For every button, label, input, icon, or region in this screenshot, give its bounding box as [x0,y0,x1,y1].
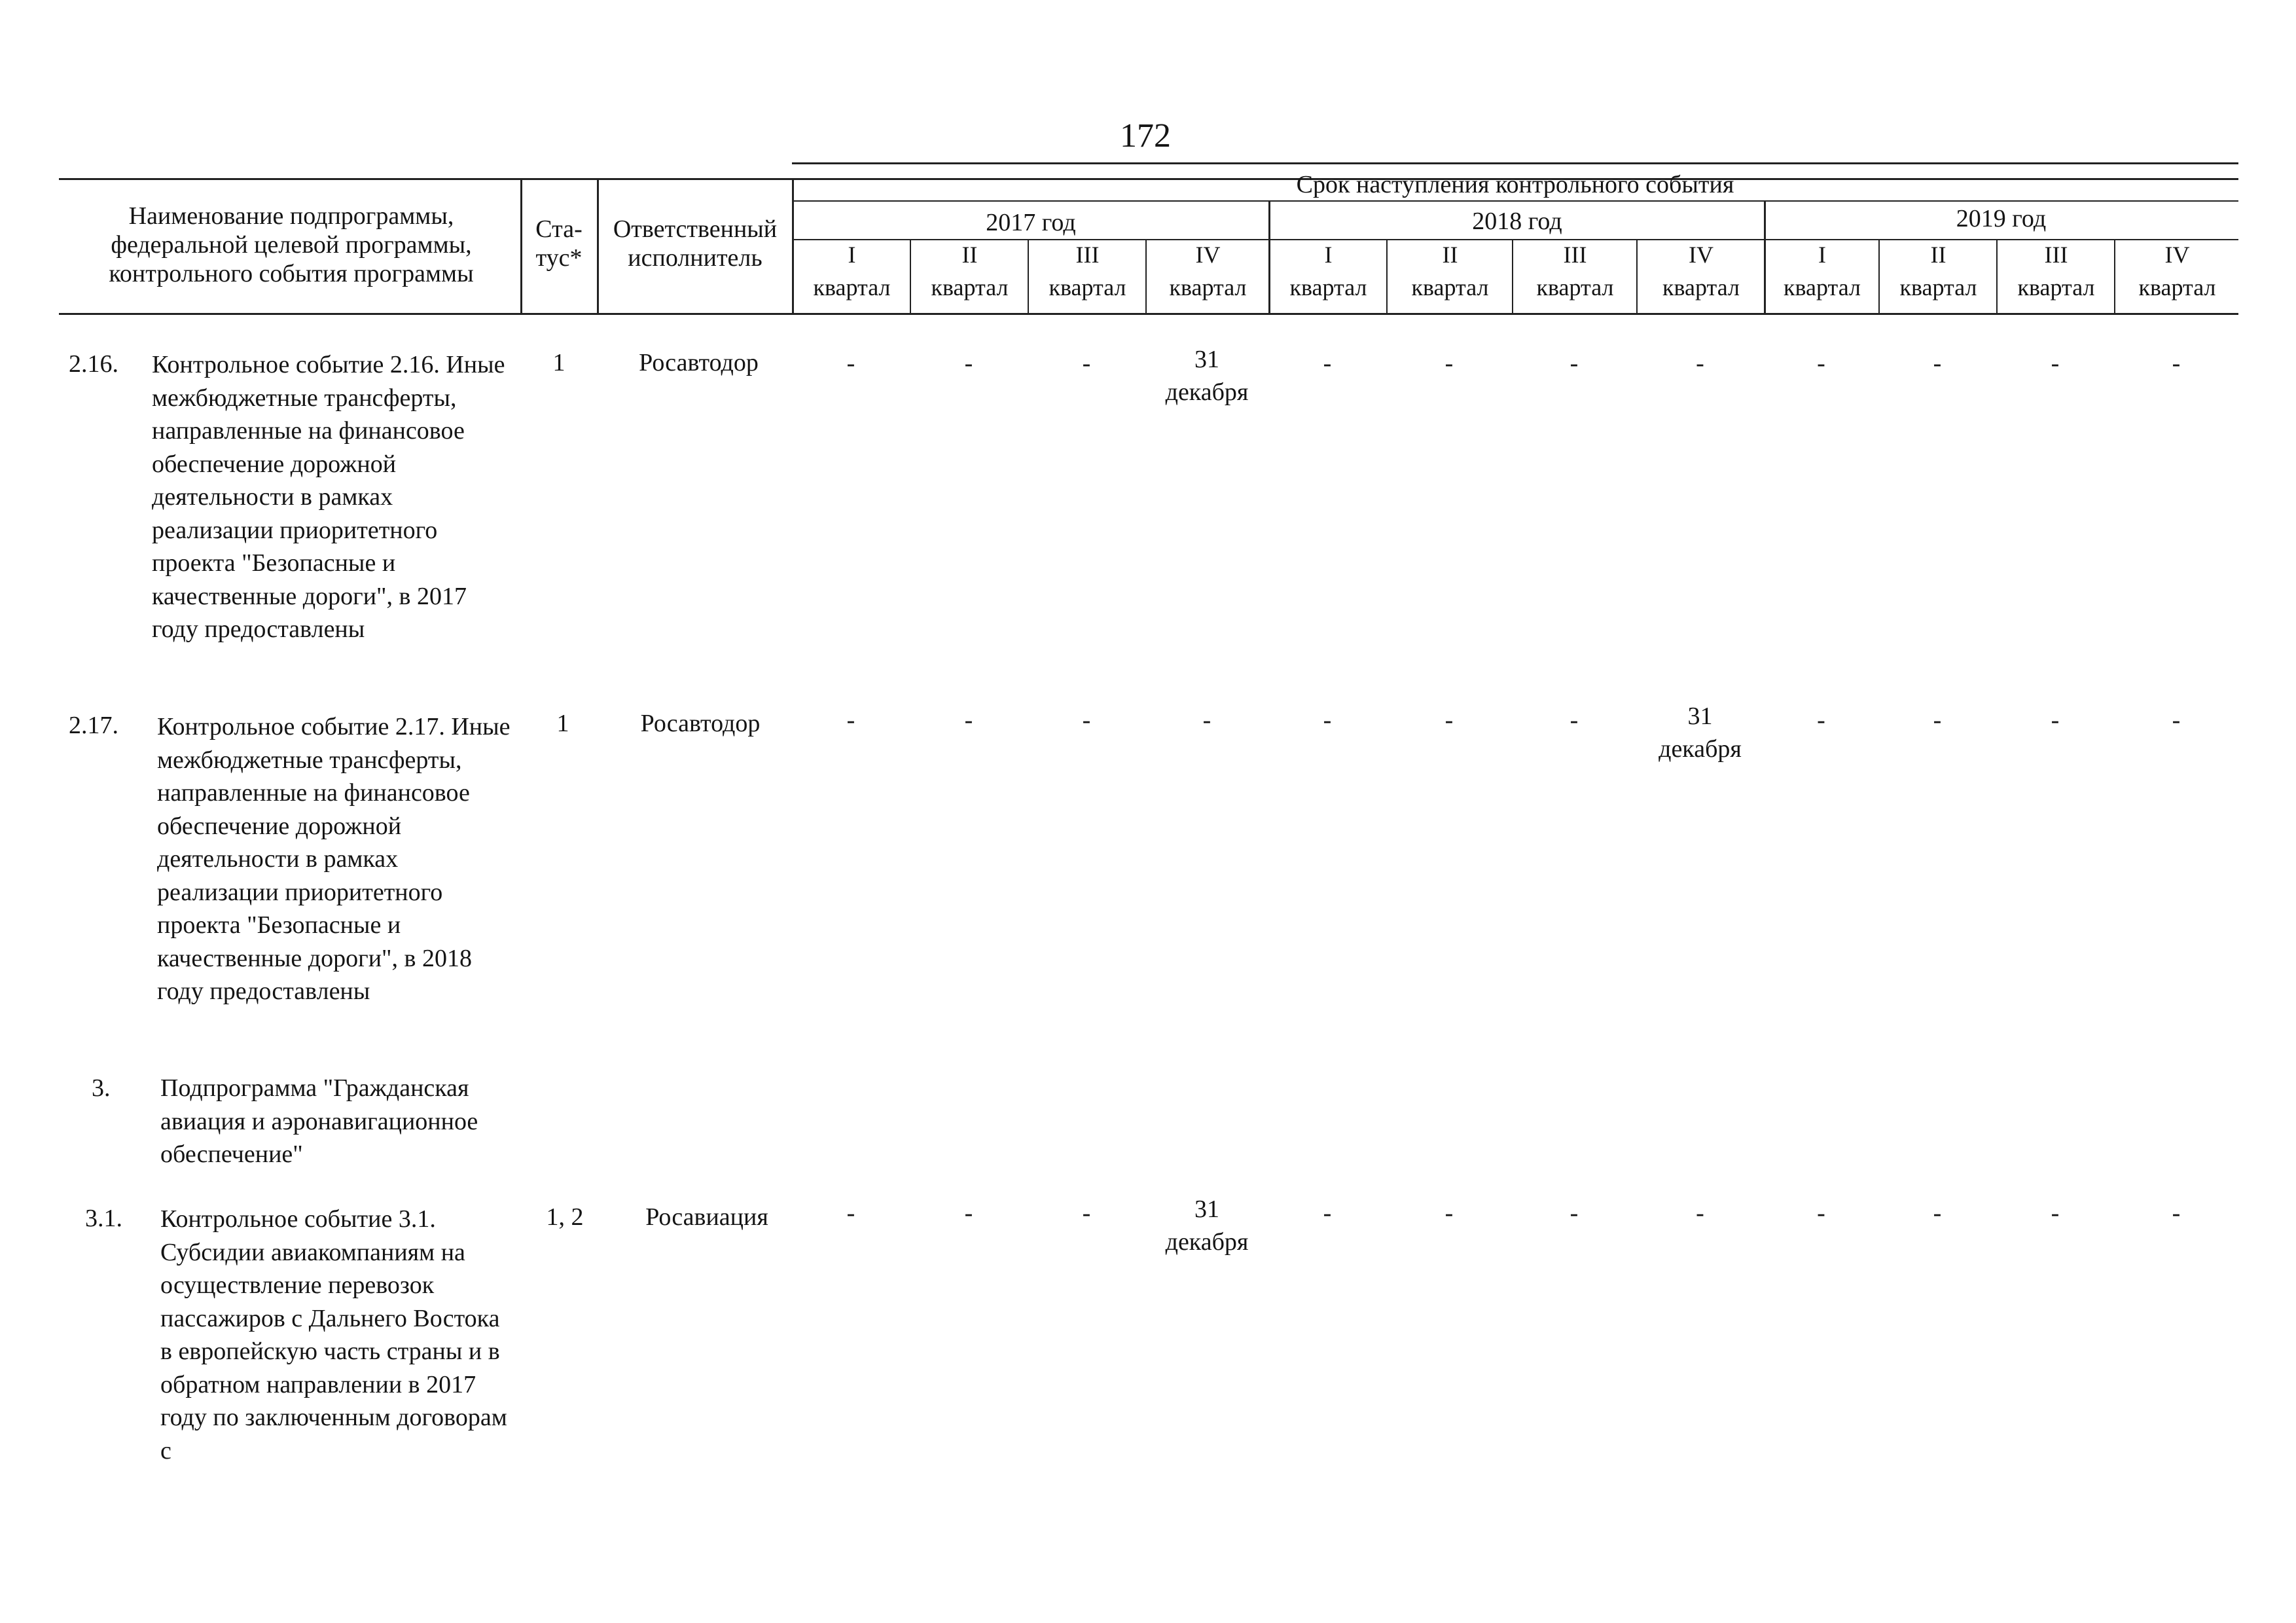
quarter-label: квартал [1662,274,1740,301]
quarter-divider [1996,239,1998,313]
quarter-label: квартал [2017,274,2095,301]
quarter-header-9 [1766,238,1878,304]
quarter-header-7 [1514,238,1636,304]
quarter-dash: - [2051,350,2060,377]
header-year-2019: 2019 год [1956,205,2047,232]
quarter-header-1 [794,238,910,304]
quarter-dash: - [1817,706,1825,734]
divider-name-status [520,178,522,313]
quarter-dash: - [1933,1199,1942,1227]
row-number: 3.1. [85,1205,122,1232]
quarter-dash: - [846,1199,855,1227]
quarter-dash: - [1696,1199,1704,1227]
quarter-label: квартал [1536,274,1614,301]
quarter-numeral: II [1442,242,1458,268]
quarter-dash: - [1444,1199,1454,1227]
row-name: Контрольное событие 2.16. Иные межбюджетные трансферты, направленные на финансовое обеспечение дорожной деятельности в рамках реализации приоритетного проекта "Безопасные и качественные дороги", в 2017 году предоставлены [152,351,505,643]
quarter-dash: - [2172,350,2181,377]
quarter-divider [2114,239,2115,313]
quarter-label: квартал [1289,274,1367,301]
header-year-2017: 2017 год [986,209,1076,236]
quarter-dash: - [1933,350,1942,377]
quarter-numeral: I [1324,242,1333,268]
quarter-numeral: III [1075,242,1100,268]
row-executor: Росавтодор [640,710,761,737]
group-rule [792,200,2238,202]
quarter-header-5 [1270,238,1386,304]
quarter-label: квартал [1899,274,1977,301]
quarter-date: 31 декабря [1659,702,1742,763]
row-number: 3. [92,1074,111,1102]
quarter-dash: - [1323,706,1332,734]
quarter-dash: - [1082,1199,1091,1227]
quarter-numeral: IV [1195,242,1221,268]
top-rule-right [792,162,2238,164]
header-status: Ста- тус* [535,215,583,272]
divider-status-exec [597,178,599,313]
quarter-header-8 [1638,238,1764,304]
quarter-dash: - [964,1199,973,1227]
header-executor: Ответственный исполнитель [613,215,778,272]
quarter-dash: - [1570,706,1579,734]
quarter-numeral: II [961,242,978,268]
quarter-dash: - [1444,350,1454,377]
row-executor: Росавиация [645,1203,768,1231]
quarter-divider [1636,239,1638,313]
quarter-dash: - [2172,1199,2181,1227]
quarter-dash: - [2051,1199,2060,1227]
quarter-dash: - [846,350,855,377]
quarter-header-12 [2116,238,2238,304]
header-bottom-rule [59,313,2238,315]
quarter-divider [1512,239,1513,313]
quarter-date: 31 декабря [1165,346,1249,406]
row-number: 2.17. [69,712,118,739]
quarter-label: квартал [813,274,891,301]
quarter-header-4 [1147,238,1268,304]
quarter-numeral: IV [2164,242,2190,268]
quarter-header-6 [1388,238,1512,304]
quarter-divider [1145,239,1147,313]
quarter-numeral: III [1563,242,1587,268]
row-status: 1, 2 [546,1203,584,1231]
quarter-dash: - [1696,350,1704,377]
quarter-divider [1878,239,1880,313]
quarter-numeral: IV [1689,242,1713,268]
quarter-dash: - [1817,1199,1825,1227]
quarter-dash: - [1082,350,1091,377]
header-year-2018: 2018 год [1472,208,1562,235]
quarter-divider [1028,239,1029,313]
row-status: 1 [556,710,569,737]
row-executor: Росавтодор [639,349,759,376]
row-name: Контрольное событие 3.1. Субсидии авиакомпаниям на осуществление перевозок пассажиров с Дальнего Востока в европейскую часть страны и в обратном направлении в 2017 году по заключенным договорам с [160,1205,507,1465]
row-status: 1 [552,349,565,376]
quarter-dash: - [1933,706,1942,734]
header-deadline-group: Срок наступления контрольного события [1296,171,1734,198]
quarter-label: квартал [1169,274,1247,301]
quarter-label: квартал [1411,274,1489,301]
header-name: Наименование подпрограммы, федеральной целевой программы, контрольного события программы [109,202,474,287]
quarter-numeral: I [1818,242,1826,268]
quarter-dash: - [1570,350,1579,377]
quarter-dash: - [2172,706,2181,734]
quarter-dash: - [2051,706,2060,734]
quarter-dash: - [846,706,855,734]
quarter-dash: - [1323,350,1332,377]
quarter-label: квартал [1049,274,1126,301]
quarter-dash: - [1323,1199,1332,1227]
page-number: 172 [1120,117,1171,155]
quarter-dash: - [1202,706,1211,734]
quarter-dash: - [1817,350,1825,377]
quarter-numeral: II [1930,242,1946,268]
row-name: Подпрограмма "Гражданская авиация и аэронавигационное обеспечение" [160,1074,478,1168]
quarter-numeral: III [2044,242,2068,268]
row-number: 2.16. [69,350,118,378]
quarter-header-3 [1030,238,1145,304]
row-name: Контрольное событие 2.17. Иные межбюджетные трансферты, направленные на финансовое обеспечение дорожной деятельности в рамках реализации приоритетного проекта "Безопасные и качественные дороги", в 2018 году предоставлены [157,713,511,1005]
quarter-numeral: I [848,242,856,268]
quarter-divider [910,239,911,313]
quarter-header-11 [1998,238,2114,304]
quarter-dash: - [1082,706,1091,734]
quarter-divider [1386,239,1388,313]
quarter-header-2 [912,238,1028,304]
quarter-dash: - [1570,1199,1579,1227]
quarter-dash: - [1444,706,1454,734]
quarter-date: 31 декабря [1165,1195,1249,1256]
quarter-label: квартал [931,274,1009,301]
quarter-header-10 [1880,238,1996,304]
quarter-dash: - [964,706,973,734]
quarter-dash: - [964,350,973,377]
quarter-label: квартал [2138,274,2216,301]
quarter-label: квартал [1784,274,1861,301]
